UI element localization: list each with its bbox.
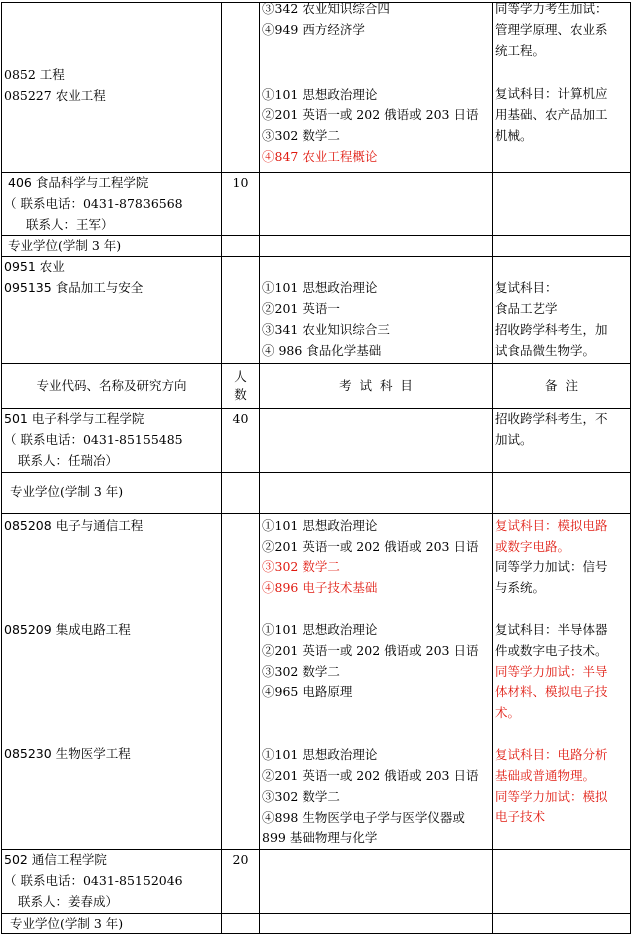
note-line: 或数字电路。 (495, 538, 571, 554)
notes-cell (493, 409, 631, 472)
count-cell (222, 3, 260, 173)
empty-cell (493, 236, 631, 257)
major-code: 0852 工程 (4, 67, 65, 82)
school-name: 501 电子科学与工程学院 (4, 411, 145, 427)
degree-label: 专业学位(学制 3 年) (8, 238, 122, 254)
note-line: 电子技术 (495, 809, 546, 825)
note-line: 体材料、模拟电子技 (495, 684, 608, 700)
exam-item: ③302 数学二 (262, 663, 340, 679)
note-line: 同等学力加试：半导 (495, 663, 608, 679)
exam-item: 899 基础物理与化学 (262, 830, 378, 846)
empty-cell (260, 913, 493, 933)
table-row (2, 257, 631, 364)
note-line: 复试科目：电路分析 (495, 746, 608, 762)
school-cell (2, 409, 222, 472)
note-line: 加试。 (495, 432, 533, 448)
note-line: 食品工艺学 (495, 301, 558, 317)
school-cell (2, 173, 222, 236)
notes-cell (493, 3, 631, 173)
major-cell (2, 3, 222, 173)
exam-item: ④896 电子技术基础 (262, 580, 378, 596)
exam-item: ②201 英语一或 202 俄语或 203 日语 (262, 642, 479, 658)
table-row (2, 913, 631, 933)
exam-cell (260, 173, 493, 236)
table-row (2, 513, 631, 849)
notes-cell (493, 850, 631, 913)
exam-item: ②201 英语一 (262, 301, 340, 317)
exam-item: ②201 英语一或 202 俄语或 203 日语 (262, 767, 479, 783)
exam-item: ④847 农业工程概论 (262, 148, 378, 164)
major-code: 085227 农业工程 (4, 87, 106, 103)
note-line: 用基础、农产品加工 (495, 107, 608, 123)
exam-cell (260, 257, 493, 364)
table-row (2, 409, 631, 472)
exam-cell (260, 513, 493, 849)
note-line: 试食品微生物学。 (495, 342, 596, 358)
admissions-table (1, 2, 631, 934)
exam-item: ③302 数学二 (262, 559, 340, 575)
exam-item: ③341 农业知识综合三 (262, 321, 390, 337)
table-header-row (2, 364, 631, 409)
major-code: 085209 集成电路工程 (4, 621, 131, 637)
notes-cell (493, 173, 631, 236)
major-code: 095135 食品加工与安全 (4, 280, 144, 296)
exam-cell (260, 409, 493, 472)
table-row (2, 850, 631, 913)
note-line: 同等学力加试：模拟 (495, 788, 608, 804)
header-count-line: 数 (234, 387, 247, 403)
table-row (2, 173, 631, 236)
exam-item: ①101 思想政治理论 (262, 747, 378, 763)
table-row (2, 236, 631, 257)
note-line: 基础或普通物理。 (495, 767, 596, 783)
school-name: 502 通信工程学院 (4, 852, 107, 868)
major-code: 085208 电子与通信工程 (4, 517, 144, 533)
major-cell (2, 513, 222, 849)
count-cell: 20 (222, 850, 260, 913)
header-notes: 备 注 (493, 364, 631, 409)
degree-cell (2, 236, 222, 257)
degree-cell (2, 472, 222, 513)
exam-item: ③302 数学二 (262, 128, 340, 144)
exam-item: ①101 思想政治理论 (262, 621, 378, 637)
empty-cell (493, 913, 631, 933)
note-line: 同等学力加试：信号 (495, 559, 608, 575)
table-row (2, 472, 631, 513)
exam-item: ②201 英语一或 202 俄语或 203 日语 (262, 107, 479, 123)
note-line: 件或数字电子技术。 (495, 642, 608, 658)
note-line: 招收跨学科考生，不 (495, 411, 608, 427)
note-line: 与系统。 (495, 580, 546, 596)
note-line: 复试科目：计算机应 (495, 86, 608, 102)
major-cell (2, 257, 222, 364)
degree-label: 专业学位(学制 3 年) (10, 915, 124, 931)
count-cell (222, 513, 260, 849)
school-contact: 联系人：姜春成） (18, 893, 119, 909)
exam-item: ④ 986 食品化学基础 (262, 342, 382, 358)
exam-item: ③302 数学二 (262, 788, 340, 804)
empty-cell (260, 472, 493, 513)
exam-item: ④965 电路原理 (262, 684, 353, 700)
header-exams: 考 试 科 目 (260, 364, 493, 409)
empty-cell (260, 236, 493, 257)
empty-cell (222, 472, 260, 513)
degree-cell (2, 913, 222, 933)
empty-cell (222, 913, 260, 933)
exam-cell (260, 850, 493, 913)
note-line: 复试科目：模拟电路 (495, 517, 608, 533)
header-major: 专业代码、名称及研究方向 (2, 364, 222, 409)
exam-item: ④898 生物医学电子学与医学仪器或 (262, 809, 465, 825)
admissions-table-wrapper (1, 2, 630, 934)
empty-cell (222, 236, 260, 257)
school-name: 406 食品科学与工程学院 (8, 175, 149, 190)
note-line: 机械。 (495, 127, 533, 143)
table-row (2, 3, 631, 173)
exam-item: ①101 思想政治理论 (262, 517, 378, 533)
count-cell: 10 (222, 173, 260, 236)
note-line: 同等学力考生加试： (495, 1, 608, 16)
count-cell (222, 257, 260, 364)
header-count (222, 364, 260, 409)
school-contact: 联系人：任瑞冶） (18, 452, 119, 468)
exam-item: ①101 思想政治理论 (262, 86, 378, 102)
header-count-line: 人 (234, 369, 247, 385)
exam-item: ②201 英语一或 202 俄语或 203 日语 (262, 538, 479, 554)
school-contact: 联系人：王军） (26, 216, 114, 232)
count-cell: 40 (222, 409, 260, 472)
school-phone: （ 联系电话：0431-87836568 (4, 195, 183, 211)
major-code: 0951 农业 (4, 259, 65, 275)
note-line: 管理学原理、农业系 (495, 21, 608, 37)
note-line: 统工程。 (495, 42, 546, 58)
note-line: 复试科目：半导体器 (495, 621, 608, 637)
empty-cell (493, 472, 631, 513)
notes-cell (493, 257, 631, 364)
exam-item: ④949 西方经济学 (262, 21, 365, 37)
exam-cell (260, 3, 493, 173)
exam-item: ①101 思想政治理论 (262, 280, 378, 296)
school-phone: （ 联系电话：0431-85155485 (4, 432, 183, 448)
school-cell (2, 850, 222, 913)
exam-item: ③342 农业知识综合四 (262, 1, 390, 16)
major-code: 085230 生物医学工程 (4, 746, 131, 762)
note-line: 术。 (495, 705, 521, 721)
notes-cell (493, 513, 631, 849)
degree-label: 专业学位(学制 3 年) (10, 484, 124, 500)
school-phone: （ 联系电话：0431-85152046 (4, 872, 183, 888)
note-line: 复试科目： (495, 280, 558, 296)
note-line: 招收跨学科考生，加 (495, 321, 608, 337)
